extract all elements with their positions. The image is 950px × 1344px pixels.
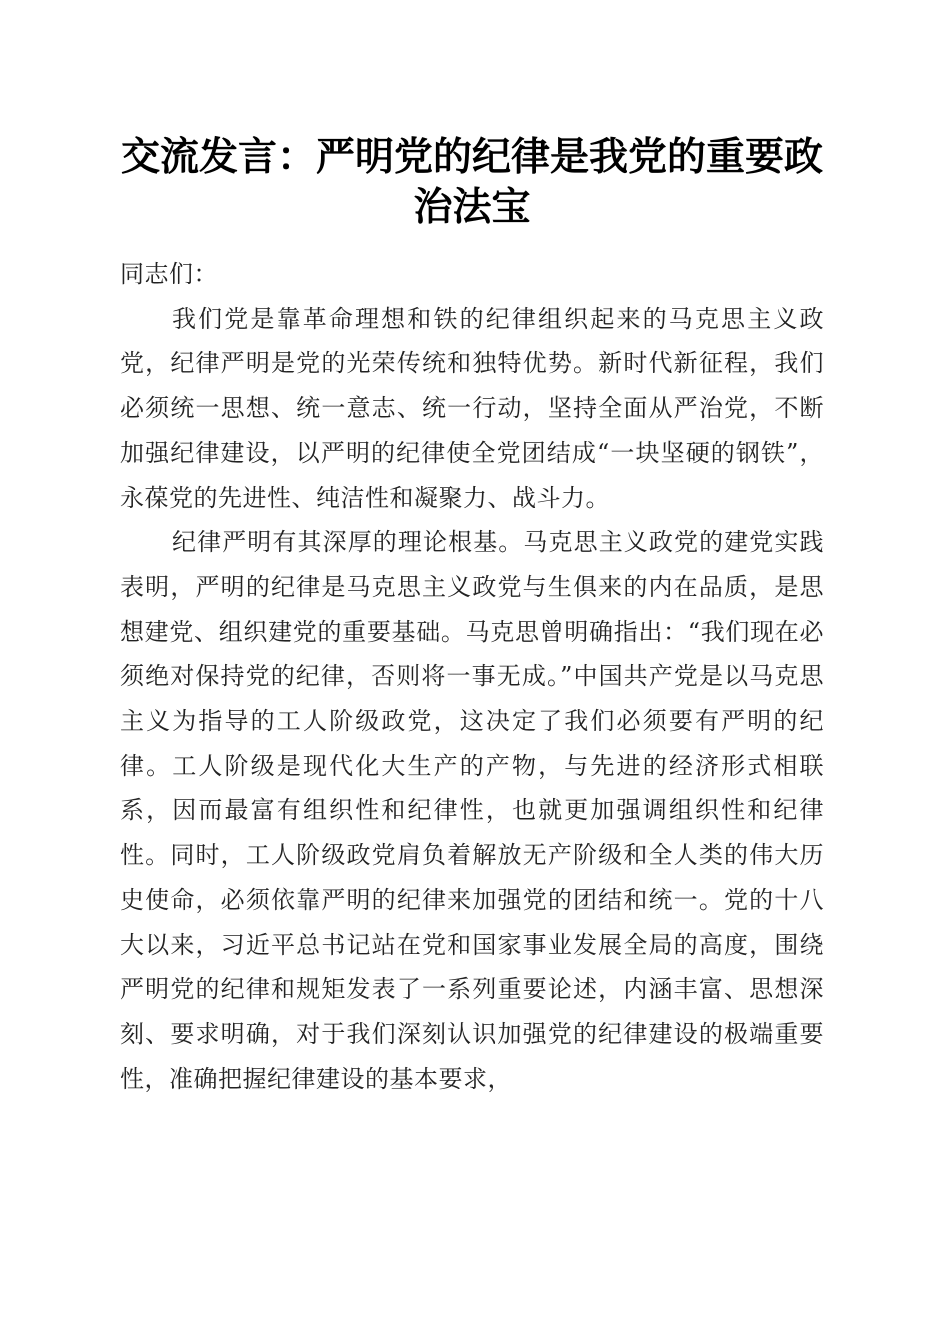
paragraph-2: 纪律严明有其深厚的理论根基。马克思主义政党的建党实践表明，严明的纪律是马克思主义政党与生俱来的内在品质，是思想建党、组织建党的重要基础。马克思曾明确指出：“我们现在必须绝对保持党的纪律，否则将一事无成。”中国共产党是以马克思主义为指导的工人阶级政党，这决定了我们必须要有严明的纪律。工人阶级是现代化大生产的产物，与先进的经济形式相联系，因而最富有组织性和纪律性，也就更加强调组织性和纪律性。同时，工人阶级政党肩负着解放无产阶级和全人类的伟大历史使命，必须依靠严明的纪律来加强党的团结和统一。党的十八大以来，习近平总书记站在党和国家事业发展全局的高度，围绕严明党的纪律和规矩发表了一系列重要论述，内涵丰富、思想深刻、要求明确，对于我们深刻认识加强党的纪律建设的极端重要性，准确把握纪律建设的基本要求， (120, 528, 824, 1093)
paragraph-1: 我们党是靠革命理想和铁的纪律组织起来的马克思主义政党，纪律严明是党的光荣传统和独特优势。新时代新征程，我们必须统一思想、统一意志、统一行动，坚持全面从严治党，不断加强纪律建设，以严明的纪律使全党团结成“一块坚硬的钢铁”，永葆党的先进性、纯洁性和凝聚力、战斗力。 (120, 304, 824, 512)
salutation: 同志们： (120, 260, 218, 288)
document-body (120, 252, 824, 1101)
document-title: 交流发言：严明党的纪律是我党的重要政治法宝 (120, 134, 823, 230)
